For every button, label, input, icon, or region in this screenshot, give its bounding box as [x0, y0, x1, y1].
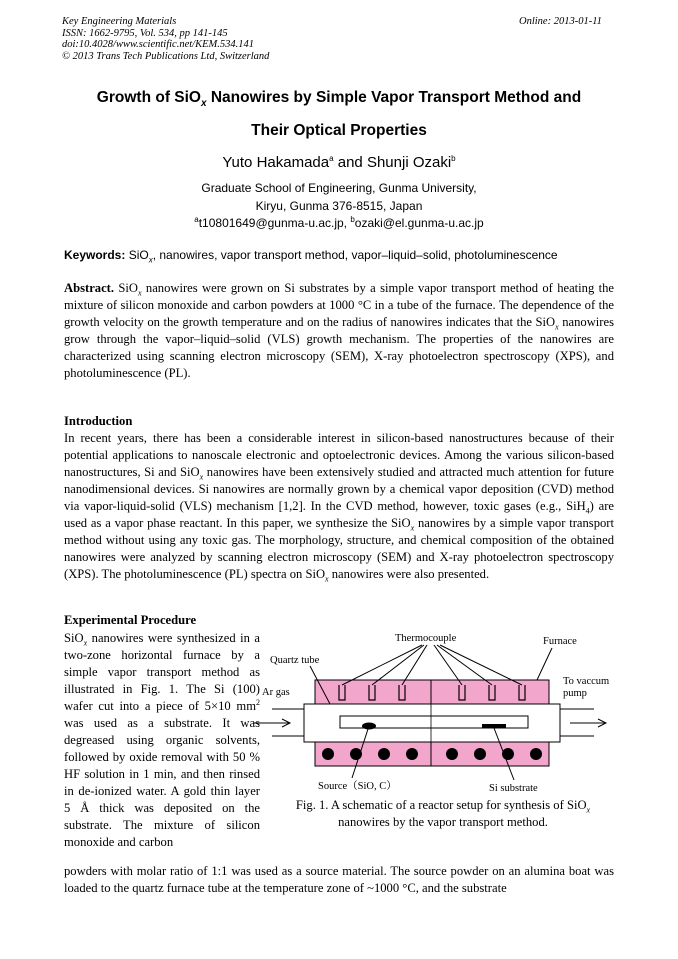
quartz-tube — [254, 704, 606, 742]
copyright-line: © 2013 Trans Tech Publications Ltd, Switzerland — [62, 50, 270, 62]
source-boat — [362, 723, 376, 730]
introduction-heading: Introduction — [64, 414, 133, 428]
online-date: Online: 2013-01-11 — [519, 16, 602, 27]
experimental-heading: Experimental Procedure — [64, 613, 197, 627]
furnace-bottom-heaters — [315, 742, 549, 766]
furnace-top-heaters — [315, 680, 549, 704]
experimental-paragraph-continued: powders with molar ratio of 1:1 was used as a source material. The source powder on an alumina boat was loaded to the quartz furnace tube at the temperature zone of ~1000 °C, and the substrate — [64, 864, 614, 895]
journal-header — [62, 16, 269, 62]
gas-outlet-arrow — [570, 719, 606, 727]
si-substrate — [482, 724, 506, 728]
gas-inlet-arrow — [254, 719, 290, 727]
affiliation-line1: Graduate School of Engineering, Gunma University, — [201, 181, 477, 195]
journal-name: Key Engineering Materials — [62, 16, 177, 27]
ar-gas-label: Ar gas — [262, 687, 290, 698]
furnace-label: Furnace — [543, 636, 577, 647]
reactor-schematic-figure — [252, 628, 614, 796]
experimental-paragraph: SiO$_x$ nanowires were synthesized in a two-zone horizontal furnace by a simple vapor transport method as illustrated in Fig. 1. The Si (100) wafer cut into a piece of 5×10 $mm^2$ was used as a substrate. It was degreased using organic solvents, followed by oxide removal with 50 % HF solution in 1 min, and then rinsed in de-ionized water. A gold thin layer 5 Å thick was deposited on the substrate. The mixture of silicon monoxide and carbon — [64, 631, 260, 849]
doi-line: doi:10.4028/www.scientific.net/KEM.534.141 — [62, 39, 254, 50]
quartz-tube-label: Quartz tube — [270, 655, 320, 666]
keywords: Keywords: SiO$_x$, nanowires, vapor transport method, vapor–liquid–solid, photoluminescence — [64, 248, 558, 265]
abstract-paragraph: Abstract. SiO$_x$ nanowires were grown on Si substrates by a simple vapor transport method of heating the mixture of silicon monoxide and carbon powders at 1000 °C in a tube of the furnace. The dependence of the growth velocity on the growth temperature and on the radius of nanowires indicates that the SiO$_x$ nanowires grow through the vapor–liquid–solid (VLS) growth mechanism. The properties of the nanowires are characterized using scanning electron microscopy (SEM), X-ray photoelectron spectroscopy (XPS), and photoluminescence (PL). — [64, 281, 615, 380]
source-label: Source（SiO, C） — [318, 781, 397, 792]
author-emails: $^a$t10801649@gunma-u.ac.jp, $^b$ozaki@el.gunma-u.ac.jp — [194, 215, 484, 230]
issn-line: ISSN: 1662-9795, Vol. 534, pp 141-145 — [62, 27, 228, 39]
affiliation-line2: Kiryu, Gunma 376-8515, Japan — [255, 199, 423, 213]
si-substrate-label: Si substrate — [489, 783, 538, 794]
vacuum-label-line2: pump — [563, 688, 587, 699]
thermocouple-label: Thermocouple — [395, 633, 457, 644]
introduction-paragraph: In recent years, there has been a considerable interest in silicon-based nanostructures because of their potential applications to nanoscale electronic and optoelectronic devices. Among the various silicon-based nanostructures, Si and SiO$_x$ nanowires have been extensively studied and attracted much attention for future nanodimensional devices. Si nanowires are normally grown by a chemical vapor deposition (CVD) method via vapor-liquid-solid (VLS) mechanism [1,2]. In the CVD method, however, toxic gases (e.g., SiH$_4$) are used as a vapor phase reactant. In this paper, we synthesize the SiO$_x$ nanowires by a simple vapor transport method without using any toxic gas. The morphology, structure, and chemical composition of the obtained nanowires were analyzed by scanning electron microscopy (SEM) and X-ray photoelectron spectroscopy (XPS). The photoluminescence (PL) spectra on SiO$_x$ nanowires were also presented. — [64, 431, 614, 584]
author-list: Yuto Hakamada$^a$ and Shunji Ozaki$^b$ — [222, 154, 456, 171]
paper-title-line2: Their Optical Properties — [251, 122, 427, 139]
vacuum-label-line1: To vaccum — [563, 676, 610, 687]
figure-caption: Fig. 1. A schematic of a reactor setup for synthesis of SiO$_x$ nanowires by the vapor transport method. — [295, 798, 591, 829]
paper-title-line1: Growth of SiO$_x$ Nanowires by Simple Vapor Transport Method and — [96, 89, 582, 110]
